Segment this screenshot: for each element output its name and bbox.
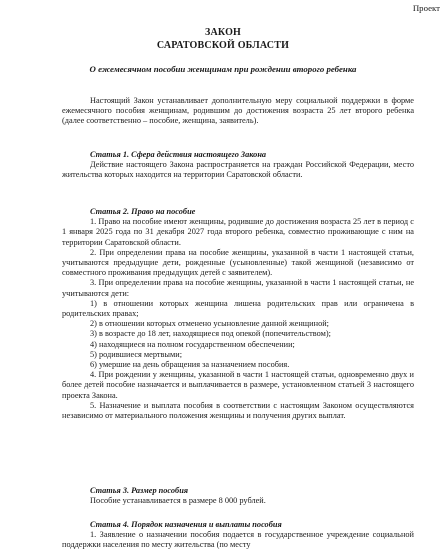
article2-part1: 1. Право на пособие имеют женщины, родившие до достижения возраста 25 лет в период с 1 января 2025 года по 31 декабря 2027 года второго ребенка, совместно проживающие с ним на территории Саратовской области. — [62, 217, 414, 247]
article4-block — [62, 520, 414, 551]
law-title — [0, 27, 446, 52]
preamble-paragraph: Настоящий Закон устанавливает дополнительную меру социальной поддержки в форме ежемесячного пособия женщинам, родившим до достижения возраста 25 лет второго ребенка (далее соответственно – пособие, женщина, заявитель). — [62, 96, 414, 126]
exclusion-item: 1) в отношении которых женщина лишена родительских прав или ограничена в родительских правах; — [62, 298, 414, 319]
draft-label: Проект — [412, 3, 440, 13]
preamble-block — [62, 96, 414, 127]
article3-heading: Статья 3. Размер пособия — [90, 486, 189, 495]
article1-text: Действие настоящего Закона распространяется на граждан Российской Федерации, место жительства которых находится на территории Саратовской области. — [62, 160, 414, 180]
article1-heading: Статья 1. Сфера действия настоящего Закона — [90, 150, 267, 159]
article4-heading: Статья 4. Порядок назначения и выплаты пособия — [90, 520, 282, 529]
article2-block — [62, 207, 414, 421]
article2-part5: 5. Назначение и выплата пособия в соответствии с настоящим Законом осуществляются независимо от материального положения женщины и получения других выплат. — [62, 400, 414, 421]
exclusion-item: 3) в возрасте до 18 лет, находящиеся под опекой (попечительством); — [90, 329, 331, 339]
exclusion-item: 4) находящиеся на полном государственном обеспечении; — [90, 339, 295, 349]
law-subtitle: О ежемесячном пособии женщинам при рождении второго ребенка — [89, 64, 357, 74]
article1-block — [62, 150, 414, 181]
article3-block — [62, 486, 414, 506]
article2-part2: 2. При определении права на пособие женщины, указанной в части 1 настоящей статьи, учитываются предыдущие дети, рожденные (усыновленные) такой женщиной (независимо от совместного проживания предыдущих детей с заявителем). — [62, 247, 414, 278]
article2-heading: Статья 2. Право на пособие — [90, 207, 196, 216]
article4-part1: 1. Заявление о назначении пособия подается в государственное учреждение социальной поддержки населения по месту жительства (по месту — [62, 530, 414, 550]
law-title-line1: ЗАКОН — [204, 27, 242, 38]
exclusion-item: 6) умершие на день обращения за назначением пособия. — [90, 360, 290, 370]
article2-part3: 3. При определении права на пособие женщины, указанной в части 1 настоящей статьи, не учитываются дети: — [62, 278, 414, 298]
law-title-line2: САРАТОВСКОЙ ОБЛАСТИ — [156, 39, 290, 51]
exclusion-item: 2) в отношении которых отменено усыновление данной женщиной; — [90, 319, 329, 329]
article3-text: Пособие устанавливается в размере 8 000 рублей. — [90, 496, 266, 506]
exclusion-item: 5) родившиеся мертвыми; — [90, 349, 182, 359]
article2-part4: 4. При рождении у женщины, указанной в части 1 настоящей статьи, одновременно двух и более детей пособие назначается и выплачивается в размере, установленном статьей 3 настоящего проекта Закона. — [62, 370, 414, 400]
